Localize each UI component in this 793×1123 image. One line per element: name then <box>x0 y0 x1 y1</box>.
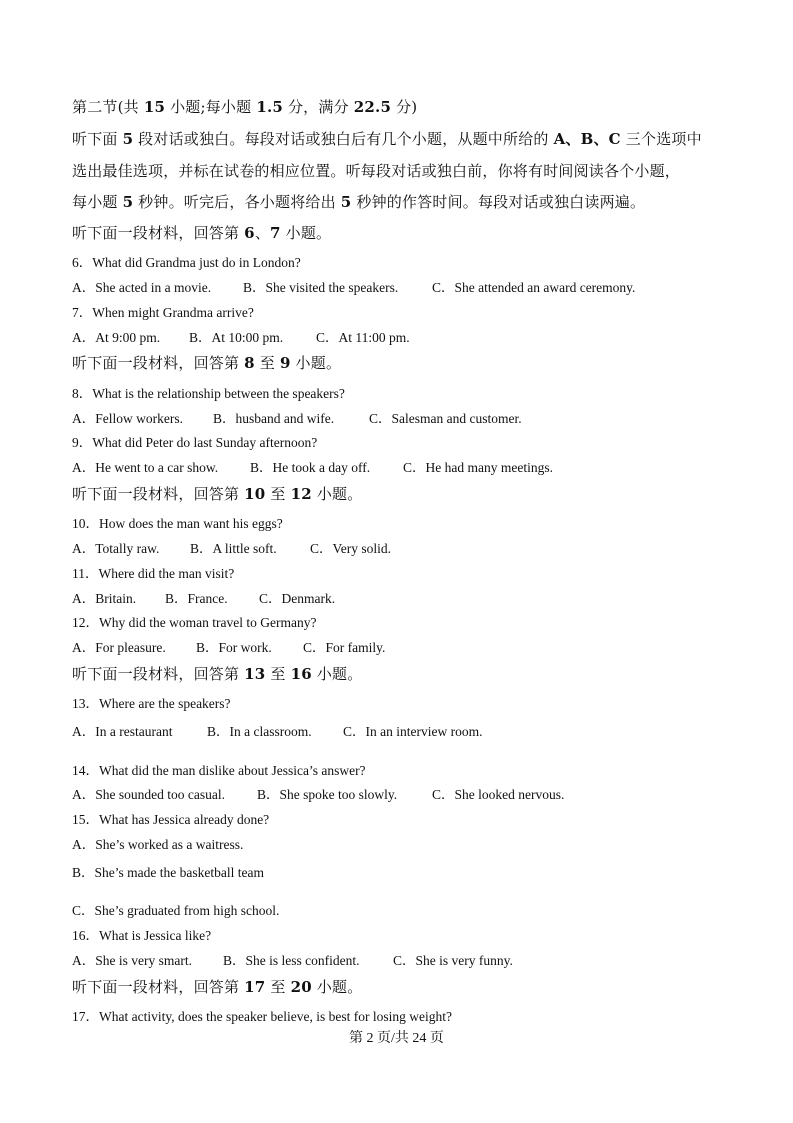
q14-option-a[interactable]: A．She sounded too casual. <box>72 787 225 802</box>
group-from: 13 <box>244 665 266 683</box>
group-heading-8-9 <box>72 352 341 373</box>
group-heading-6-7 <box>72 222 331 243</box>
group-to: 12 <box>290 485 312 503</box>
question-10: 10．How does the man want his eggs? <box>72 516 283 531</box>
group-text: 小题。 <box>311 485 363 503</box>
group-to: 7 <box>270 224 281 242</box>
question-11: 11．Where did the man visit? <box>72 566 235 581</box>
group-from: 8 <box>244 354 255 372</box>
instr-text: 每小题 <box>72 193 123 211</box>
q9-option-c[interactable]: C．He had many meetings. <box>403 460 553 475</box>
instr-text: 三个选项中 <box>620 130 702 148</box>
q8-option-c[interactable]: C．Salesman and customer. <box>369 411 522 426</box>
question-17: 17．What activity, does the speaker believe, is best for losing weight? <box>72 1009 453 1024</box>
group-sep: 至 <box>265 665 291 683</box>
group-from: 6 <box>244 224 255 242</box>
q10-option-b[interactable]: B．A little soft. <box>190 541 277 556</box>
instr-number: 5 <box>122 130 134 148</box>
instructions-line-3 <box>72 191 645 212</box>
q7-option-c[interactable]: C．At 11:00 pm. <box>316 330 410 345</box>
instructions-line-2: 选出最佳选项，并标在试卷的相应位置。听每段对话或独白前，你将有时间阅读各个小题， <box>72 162 681 180</box>
question-12: 12．Why did the woman travel to Germany? <box>72 615 317 630</box>
q16-option-a[interactable]: A．She is very smart. <box>72 953 192 968</box>
q12-option-a[interactable]: A．For pleasure. <box>72 640 166 655</box>
score-total: 22.5 <box>353 98 392 116</box>
group-text: 听下面一段材料，回答第 <box>72 665 245 683</box>
q8-option-b[interactable]: B．husband and wife. <box>213 411 335 426</box>
question-16: 16．What is Jessica like? <box>72 928 212 943</box>
q13-option-c[interactable]: C．In an interview room. <box>343 724 483 739</box>
instr-number: 5 <box>122 193 134 211</box>
instr-letters: A、B、C <box>553 130 621 148</box>
score-each: 1.5 <box>256 98 284 116</box>
group-text: 听下面一段材料，回答第 <box>72 224 245 242</box>
q9-option-a[interactable]: A．He went to a car show. <box>72 460 219 475</box>
group-text: 听下面一段材料，回答第 <box>72 978 245 996</box>
group-text: 小题。 <box>311 978 363 996</box>
q7-option-b[interactable]: B．At 10:00 pm. <box>189 330 284 345</box>
group-sep: 至 <box>265 485 291 503</box>
q10-option-c[interactable]: C．Very solid. <box>310 541 391 556</box>
section-header-text: 小题;每小题 <box>165 98 257 116</box>
group-text: 听下面一段材料，回答第 <box>72 485 245 503</box>
q13-option-b[interactable]: B．In a classroom. <box>207 724 312 739</box>
q6-option-c[interactable]: C．She attended an award ceremony. <box>432 280 636 295</box>
group-from: 10 <box>244 485 266 503</box>
question-13: 13．Where are the speakers? <box>72 696 231 711</box>
q11-option-b[interactable]: B．France. <box>165 591 228 606</box>
group-heading-10-12 <box>72 483 362 504</box>
q15-option-b[interactable]: B．She’s made the basketball team <box>72 865 264 880</box>
group-text: 小题。 <box>311 665 363 683</box>
q6-option-b[interactable]: B．She visited the speakers. <box>243 280 399 295</box>
group-sep: 至 <box>254 354 280 372</box>
question-6: 6．What did Grandma just do in London? <box>72 255 301 270</box>
group-from: 17 <box>244 978 266 996</box>
q15-option-c[interactable]: C．She’s graduated from high school. <box>72 903 280 918</box>
question-15: 15．What has Jessica already done? <box>72 812 270 827</box>
question-9: 9．What did Peter do last Sunday afternoon? <box>72 435 318 450</box>
q11-option-a[interactable]: A．Britain. <box>72 591 137 606</box>
section-header-text: 第二节(共 <box>72 98 144 116</box>
q8-option-a[interactable]: A．Fellow workers. <box>72 411 183 426</box>
q15-option-a[interactable]: A．She’s worked as a waitress. <box>72 837 244 852</box>
q12-option-c[interactable]: C．For family. <box>303 640 386 655</box>
instr-text: 段对话或独白。每段对话或独白后有几个小题，从题中所给的 <box>133 130 554 148</box>
q9-option-b[interactable]: B．He took a day off. <box>250 460 371 475</box>
instr-text: 秒钟的作答时间。每段对话或独白读两遍。 <box>351 193 646 211</box>
instr-text: 秒钟。听完后，各小题将给出 <box>133 193 341 211</box>
group-to: 20 <box>290 978 312 996</box>
group-sep: 至 <box>265 978 291 996</box>
q16-option-b[interactable]: B．She is less confident. <box>223 953 360 968</box>
section-header <box>72 96 417 117</box>
group-text: 小题。 <box>280 224 332 242</box>
question-8: 8．What is the relationship between the speakers? <box>72 386 345 401</box>
question-7: 7．When might Grandma arrive? <box>72 305 254 320</box>
instr-number: 5 <box>340 193 352 211</box>
instructions-line-1 <box>72 128 702 149</box>
q13-option-a[interactable]: A．In a restaurant <box>72 724 173 739</box>
q16-option-c[interactable]: C．She is very funny. <box>393 953 513 968</box>
page-footer: 第 2 页/共 24 页 <box>349 1031 444 1046</box>
group-text: 听下面一段材料，回答第 <box>72 354 245 372</box>
q6-option-a[interactable]: A．She acted in a movie. <box>72 280 212 295</box>
section-header-text: 分) <box>391 98 418 116</box>
q10-option-a[interactable]: A．Totally raw. <box>72 541 160 556</box>
question-count: 15 <box>143 98 166 116</box>
q14-option-c[interactable]: C．She looked nervous. <box>432 787 565 802</box>
group-sep: 、 <box>254 224 271 242</box>
question-14: 14．What did the man dislike about Jessica’s answer? <box>72 763 366 778</box>
q11-option-c[interactable]: C．Denmark. <box>259 591 336 606</box>
group-to: 9 <box>279 354 291 372</box>
group-text: 小题。 <box>290 354 342 372</box>
q7-option-a[interactable]: A．At 9:00 pm. <box>72 330 161 345</box>
q12-option-b[interactable]: B．For work. <box>196 640 272 655</box>
group-heading-13-16 <box>72 663 362 684</box>
q14-option-b[interactable]: B．She spoke too slowly. <box>257 787 398 802</box>
section-header-text: 分，满分 <box>283 98 354 116</box>
instr-text: 听下面 <box>72 130 123 148</box>
group-to: 16 <box>290 665 312 683</box>
group-heading-17-20 <box>72 976 362 997</box>
